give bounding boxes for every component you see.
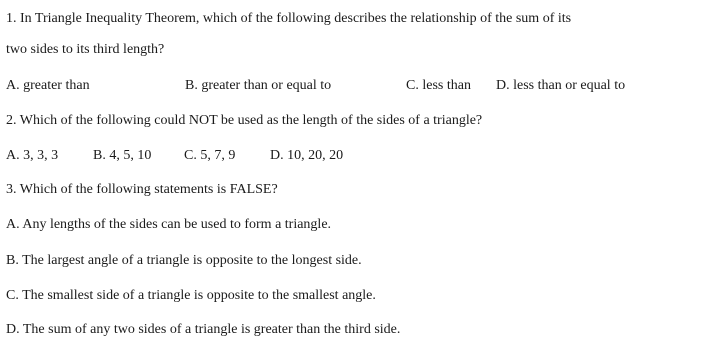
question-1-option-b: B. greater than or equal to bbox=[185, 78, 332, 93]
question-1-option-c: C. less than bbox=[406, 78, 471, 93]
question-3-text: 3. Which of the following statements is FALSE? bbox=[6, 182, 278, 197]
question-2-option-b: B. 4, 5, 10 bbox=[93, 148, 152, 163]
question-3-option-c: C. The smallest side of a triangle is opposite to the smallest angle. bbox=[6, 288, 376, 303]
question-1-text-line-2: two sides to its third length? bbox=[6, 42, 165, 57]
question-2-option-d: D. 10, 20, 20 bbox=[270, 148, 344, 163]
question-1-text-line-1: 1. In Triangle Inequality Theorem, which of the following describes the relationship of the sum of its bbox=[6, 11, 572, 26]
question-1-option-d: D. less than or equal to bbox=[496, 78, 626, 93]
question-1-option-a: A. greater than bbox=[6, 78, 90, 93]
question-2-option-c: C. 5, 7, 9 bbox=[184, 148, 236, 163]
question-3-option-a: A. Any lengths of the sides can be used to form a triangle. bbox=[6, 217, 332, 232]
question-3-option-d: D. The sum of any two sides of a triangle is greater than the third side. bbox=[6, 322, 401, 337]
question-2-text: 2. Which of the following could NOT be used as the length of the sides of a triangle? bbox=[6, 113, 483, 128]
question-2-option-a: A. 3, 3, 3 bbox=[6, 148, 59, 163]
question-3-option-b: B. The largest angle of a triangle is opposite to the longest side. bbox=[6, 253, 362, 268]
